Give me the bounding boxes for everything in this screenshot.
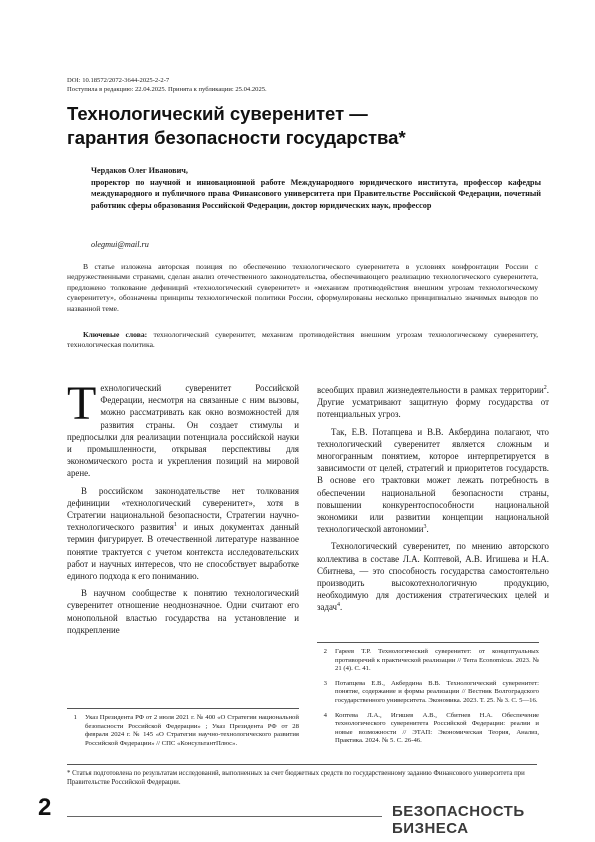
paragraph-4: всеобщих правил жизнедеятельности в рамках территории$^2$. Другие усматривают защитную форму государства от потенциальных угроз. bbox=[317, 385, 549, 420]
footnote-ref-2[interactable]: 2 bbox=[543, 385, 547, 392]
abstract: В статье изложена авторская позиция по обеспечению технологического суверенитета в условиях конфронтации России с недружественными странами, сделан анализ отечественного законодательства, обеспечивающего реализацию технологического суверенитета, предложено толкование дефиниций «технологический суверенитет» и «механизм противодействия внешним угрозам технологическому суверенитету», обозначены принципы технологической политики России, сформулированы несколько принципиально значимых выводов по названной теме. bbox=[67, 262, 538, 313]
footnote-2: 2 Гареев Т.Р. Технологический суверенитет: от концептуальных противоречий к практической реализации // Terra Economicus. 2023. № 21 (4). С. 41. bbox=[323, 648, 539, 673]
article-title bbox=[67, 102, 537, 150]
paragraph-1: Технологический суверенитет Российской Федерации, несмотря на связанные с ним вызовы, можно рассматривать как окно возможностей для развития страны. Он создает стимулы и предпосылки для реализации потенциала российской науки и промышленности, открывая перспективы для экономического роста и укрепления позиций на мировой арене. bbox=[67, 377, 299, 479]
author-affiliation: проректор по научной и инновационной работе Международного юридического института, профессор кафедры международного и публичного права Финансового университета при Правительстве Российской Федерации, почетный работник сферы образования Российской Федерации, доктор юридических наук, профессор bbox=[91, 177, 541, 210]
footnote-1: 1 Указ Президента РФ от 2 июля 2021 г. № 400 «О Стратегии национальной безопасности Российской Федерации» ; Указ Президента РФ от 28 февраля 2024 г. № 145 «О Стратегии научно-технологического развития Российской Федерации» // СПС «КонсультантПлюс». bbox=[73, 714, 299, 747]
footnote-ref-3[interactable]: 3 bbox=[423, 524, 427, 531]
footnotes-right bbox=[317, 642, 539, 752]
journal-name: БЕЗОПАСНОСТЬ БИЗНЕСА bbox=[392, 803, 525, 837]
paragraph-2: В российском законодательстве нет толкования дефиниции «технологический суверенитет», хотя в Стратегии национальной безопасности, Стратегии научно-технологического развития$^1$ и иных документах данный термин фигурирует. В отечественной литературе названное понятие трактуется с учетом контекста исследовательских работ и научных интересов, что не способствует выработке единого подхода к его пониманию. bbox=[67, 485, 299, 582]
footer-divider bbox=[67, 816, 382, 817]
author-block bbox=[91, 165, 541, 211]
drop-cap: Т bbox=[67, 377, 97, 430]
paragraph-6: Технологический суверенитет, по мнению авторского коллектива в составе Л.А. Коптевой, А.В. Игишева и Н.А. Сбитнева, — это способность государства самостоятельно производить высокотехнологичную продукцию, необходимую для достижения стратегических целей и задач$^4$. bbox=[317, 541, 549, 613]
footnote-4: 4 Коптева Л.А., Игишев А.В., Сбитнев Н.А. Обеспечение технологического суверенитета Российской Федерации: реалии и новые возможности // ЭТАП: Экономическая Теория, Анализ, Практика. 2024. № 5. С. 26-46. bbox=[323, 711, 539, 745]
paragraph-3: В научном сообществе к понятию технологический суверенитет отношение неоднозначное. Одни считают его монопольной властью государства на установление и подкрепление bbox=[67, 588, 299, 635]
footnote-3: 3 Потапцева Е.В., Акбердина В.В. Технологический суверенитет: понятие, содержание и формы реализации // Вестник Волгоградского государственного университета. Экономика. 2023. Т. 25. № 3. С. 5—16. bbox=[323, 679, 539, 704]
footnote-ref-1[interactable]: 1 bbox=[173, 522, 177, 529]
right-column bbox=[317, 384, 549, 619]
left-column bbox=[67, 377, 299, 641]
footnote-ref-4[interactable]: 4 bbox=[337, 602, 341, 609]
doi-line: DOI: 10.18572/2072-3644-2025-2-2-7 bbox=[67, 77, 170, 84]
author-name: Чердаков Олег Иванович, bbox=[91, 166, 188, 175]
author-email[interactable]: olegmui@mail.ru bbox=[91, 240, 149, 249]
footnotes-left bbox=[67, 708, 299, 754]
keywords bbox=[67, 330, 538, 351]
title-line-2: гарантия безопасности государства* bbox=[67, 127, 406, 148]
funding-note: * Статья подготовлена по результатам исследований, выполненных за счет бюджетных средств по государственному заданию Финансового университета при Правительстве Российской Федерации. bbox=[67, 764, 537, 787]
title-line-1: Технологический суверенитет — bbox=[67, 103, 368, 124]
article-meta bbox=[67, 76, 267, 94]
paragraph-5: Так, Е.В. Потапцева и В.В. Акбердина полагают, что технологический суверенитет является сложным и многогранным понятием, которое интерпретируется в зависимости от целей, стратегий и приоритетов государств. В основе его трактовки может лежать потребность в обеспечении национальной безопасности страны, повышении конкурентоспособности национальной экономики или развитии концепции национальной технологической автономии$^3$. bbox=[317, 426, 549, 535]
keywords-label: Ключевые слова: bbox=[83, 330, 148, 339]
dates-line: Поступила в редакцию: 22.04.2025. Принята к публикации: 25.04.2025. bbox=[67, 86, 267, 93]
page-number: 2 bbox=[38, 794, 52, 821]
keywords-text: технологический суверенитет, механизм противодействия внешним угрозам технологическому суверенитету, технологическая политика. bbox=[67, 330, 538, 350]
